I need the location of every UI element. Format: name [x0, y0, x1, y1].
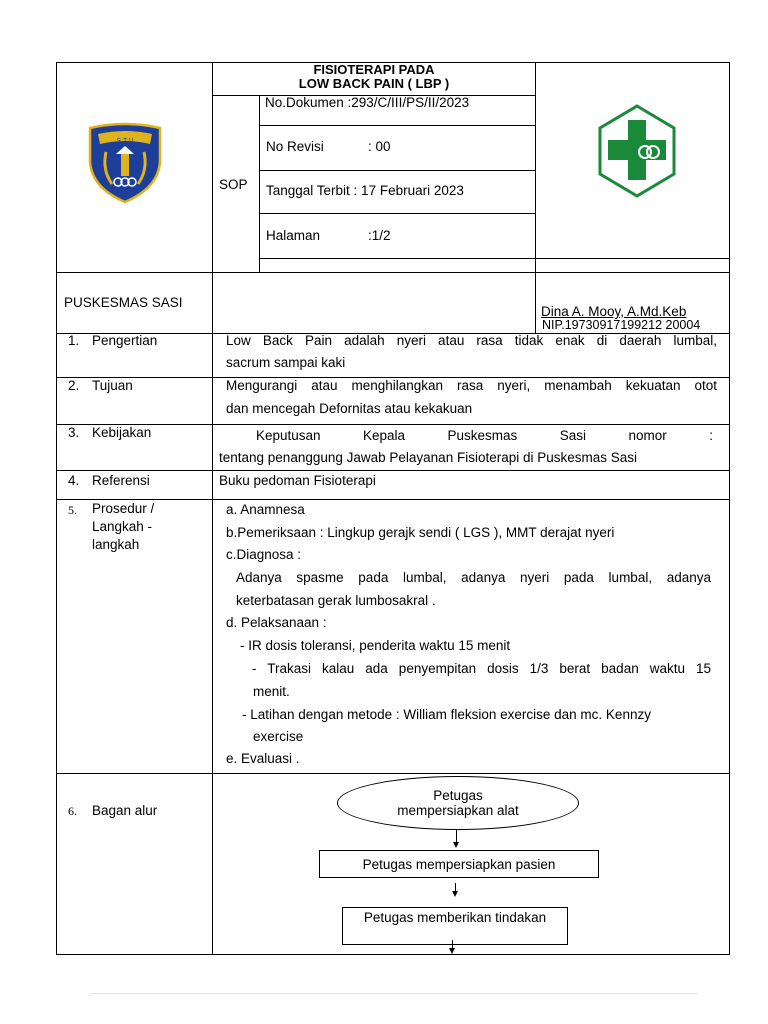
prosedur-step-d1: - IR dosis toleransi, penderita waktu 15 menit: [240, 638, 511, 653]
section-number: 3.: [68, 425, 80, 440]
flow-step-1: [337, 776, 579, 830]
section-label-referensi: Referensi: [92, 473, 150, 488]
prosedur-step-d3-line2: exercise: [253, 729, 304, 744]
halaman-value: :1/2: [368, 228, 391, 243]
left-logo: [86, 122, 164, 204]
document-title-line1: FISIOTERAPI PADA: [313, 62, 435, 77]
tujuan-line2: dan mencegah Defornitas atau kekakuan: [226, 401, 473, 416]
kebijakan-line1: Keputusan Kepala Puskesmas Sasi nomor :: [256, 428, 713, 443]
pengertian-line1: Low Back Pain adalah nyeri atau rasa tidak enak di daerah lumbal,: [226, 333, 717, 348]
no-revisi-value: : 00: [368, 139, 391, 154]
section-label-prosedur-line3: langkah: [92, 537, 140, 552]
section-number: 6.: [68, 804, 77, 818]
section-label-tujuan: Tujuan: [92, 378, 133, 393]
tujuan-line1: Mengurangi atau menghilangkan rasa nyeri, menambah kekuatan otot: [226, 378, 717, 393]
flow-arrow-1: [456, 829, 457, 843]
tanggal-terbit: Tanggal Terbit : 17 Februari 2023: [266, 183, 464, 198]
page-footer-divider: [90, 993, 698, 994]
sop-label: SOP: [219, 177, 248, 192]
halaman-label: Halaman: [266, 228, 321, 243]
referensi-value: Buku pedoman Fisioterapi: [219, 473, 376, 488]
prosedur-step-c-line1: Adanya spasme pada lumbal, adanya nyeri pada lumbal, adanya: [236, 570, 711, 585]
kebijakan-line2: tentang penanggung Jawab Pelayanan Fisioterapi di Puskesmas Sasi: [219, 450, 638, 465]
prosedur-step-b: b.Pemeriksaan : Lingkup gerajk sendi ( LGS ), MMT derajat nyeri: [226, 525, 615, 540]
signer-nip: NIP.19730917199212 20004: [542, 318, 701, 332]
left-logo-text: S.T.U: [116, 138, 134, 145]
prosedur-step-d3-line1: - Latihan dengan metode : William fleksion exercise dan mc. Kennzy: [242, 707, 651, 722]
section-label-prosedur-line2: Langkah -: [92, 519, 153, 534]
flow-step-2: [319, 850, 599, 878]
document-title-line2: LOW BACK PAIN ( LBP ): [298, 76, 450, 91]
section-label-prosedur-line1: Prosedur /: [92, 501, 155, 516]
prosedur-step-d: d. Pelaksanaan :: [226, 615, 327, 630]
prosedur-step-a: a. Anamnesa: [226, 502, 305, 517]
section-number: 2.: [68, 378, 80, 393]
flow-step-2-label: Petugas mempersiapkan pasien: [362, 856, 556, 872]
no-dokumen: No.Dokumen :293/C/III/PS/II/2023: [265, 95, 470, 110]
no-revisi-label: No Revisi: [266, 139, 324, 154]
pengertian-line2: sacrum sampai kaki: [226, 355, 346, 370]
section-label-bagan: Bagan alur: [92, 803, 158, 818]
section-number: 1.: [68, 333, 80, 348]
section-number: 5.: [68, 503, 77, 517]
section-label-pengertian: Pengertian: [92, 333, 158, 348]
puskesmas-name: PUSKESMAS SASI: [64, 295, 183, 310]
section-number: 4.: [68, 473, 80, 488]
prosedur-step-e: e. Evaluasi .: [226, 751, 300, 766]
flow-step-3-label: Petugas memberikan tindakan: [363, 910, 547, 925]
flow-step-3: [342, 907, 568, 945]
section-label-kebijakan: Kebijakan: [92, 425, 152, 440]
flow-step-1-line1: Petugas: [433, 788, 483, 803]
prosedur-step-d2-line1: - Trakasi kalau ada penyempitan dosis 1/3 berat badan waktu 15: [252, 661, 711, 676]
prosedur-step-c-line2: keterbatasan gerak lumbosakral .: [236, 593, 436, 608]
prosedur-step-c: c.Diagnosa :: [226, 547, 302, 562]
flow-step-1-line2: mempersiapkan alat: [397, 803, 519, 818]
flow-arrow-3: [452, 940, 453, 949]
signer-name: Dina A. Mooy, A.Md.Keb: [541, 304, 687, 319]
health-cross-logo: [597, 104, 677, 198]
prosedur-step-d2-line2: menit.: [253, 684, 290, 699]
flow-arrow-2: [455, 883, 456, 892]
